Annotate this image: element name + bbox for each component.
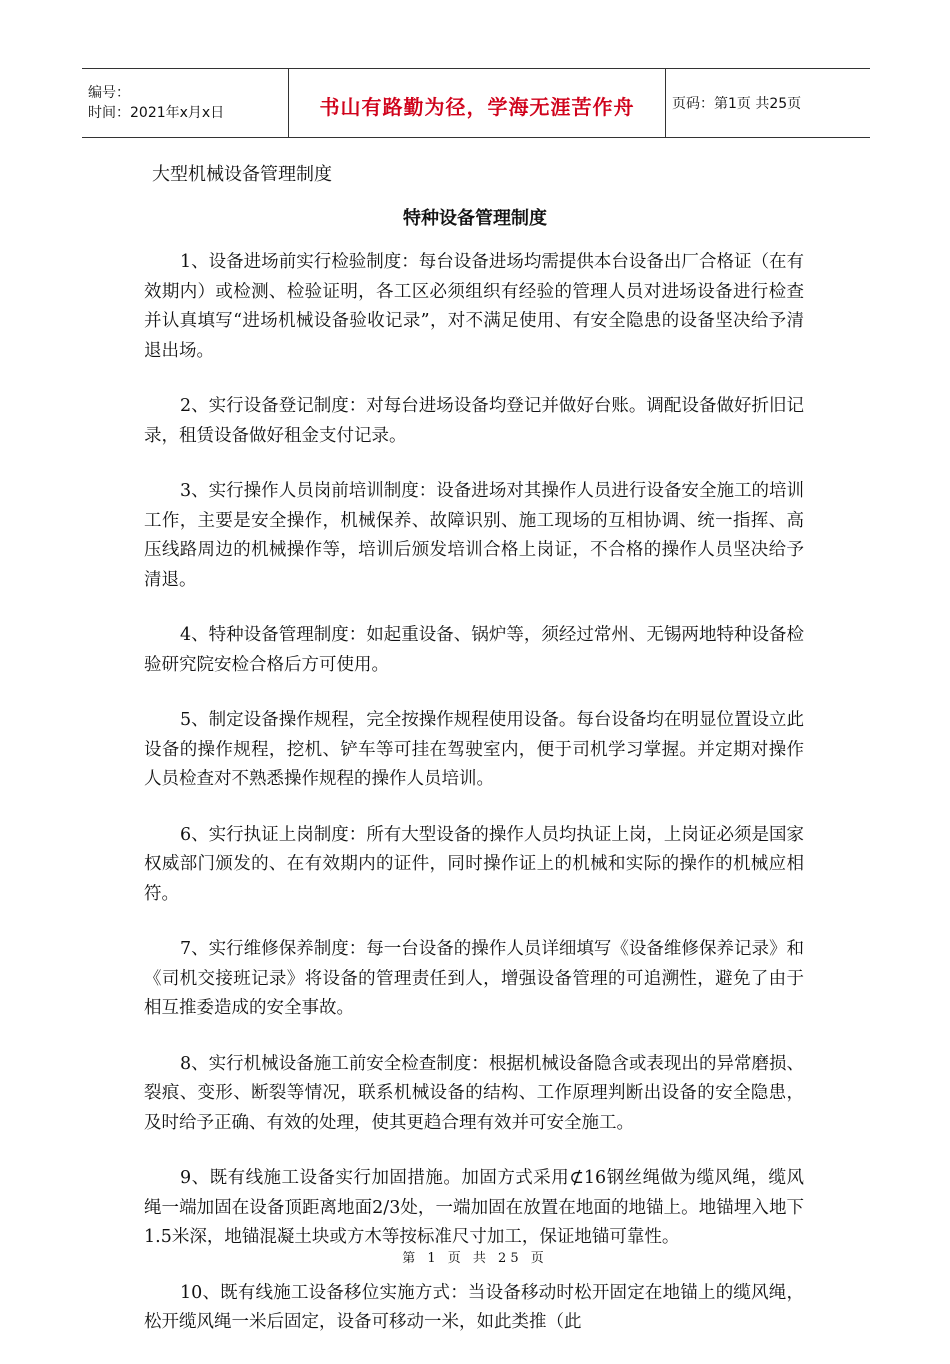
paragraph: 7、实行维修保养制度：每一台设备的操作人员详细填写《设备维修保养记录》和《司机交接班记录》将设备的管理责任到人，增强设备管理的可追溯性，避免了由于相互推委造成的安全事故。 xyxy=(144,939,804,1018)
number-label: 编号： xyxy=(88,85,130,101)
header-page-cell xyxy=(666,69,870,137)
header-table xyxy=(82,68,870,138)
paragraph: 3、实行操作人员岗前培训制度：设备进场对其操作人员进行设备安全施工的培训工作，主要是安全操作，机械保养、故障识别、施工现场的互相协调、统一指挥、高压线路周边的机械操作等，培训后颁发培训合格上岗证，不合格的操作人员坚决给予清退。 xyxy=(144,481,804,590)
paragraph: 10、既有线施工设备移位实施方式：当设备移动时松开固定在地锚上的缆风绳，松开缆风绳一米后固定，设备可移动一米，如此类推（此 xyxy=(144,1282,804,1332)
page-footer: 第 1 页 共 25 页 xyxy=(402,1251,548,1266)
paragraph: 1、设备进场前实行检验制度：每台设备进场均需提供本台设备出厂合格证（在有效期内）或检测、检验证明，各工区必须组织有经验的管理人员对进场设备进行检查并认真填写“进场机械设备验收记录”，对不满足使用、有安全隐患的设备坚决给予清退出场。 xyxy=(144,252,804,361)
paragraph: 5、制定设备操作规程，完全按操作规程使用设备。每台设备均在明显位置设立此设备的操作规程，挖机、铲车等可挂在驾驶室内，便于司机学习掌握。并定期对操作人员检查对不熟悉操作规程的操作人员培训。 xyxy=(144,710,804,789)
header-page-label: 页码：第1页 共25页 xyxy=(672,96,802,112)
document-body xyxy=(144,248,804,1364)
section-title: 特种设备管理制度 xyxy=(403,208,547,229)
motto-text: 书山有路勤为径，学海无涯苦作舟 xyxy=(319,94,635,119)
date-label: 时间：2021年x月x日 xyxy=(88,105,225,121)
paragraph: 2、实行设备登记制度：对每台进场设备均登记并做好台账。调配设备做好折旧记录，租赁设备做好租金支付记录。 xyxy=(144,396,804,446)
paragraph: 6、实行执证上岗制度：所有大型设备的操作人员均执证上岗，上岗证必须是国家权威部门颁发的、在有效期内的证件，同时操作证上的机械和实际的操作的机械应相符。 xyxy=(144,824,804,904)
paragraph: 9、既有线施工设备实行加固措施。加固方式采用⊄16钢丝绳做为缆风绳，缆风绳一端加固在设备顶距离地面2/3处，一端加固在放置在地面的地锚上。地锚埋入地下1.5米深，地锚混凝土块或方木等按标准尺寸加工，保证地锚可靠性。 xyxy=(144,1168,804,1247)
document-title: 大型机械设备管理制度 xyxy=(152,164,332,185)
paragraph: 4、特种设备管理制度：如起重设备、锅炉等，须经过常州、无锡两地特种设备检验研究院安检合格后方可使用。 xyxy=(144,625,804,675)
header-motto-cell xyxy=(289,69,666,137)
header-meta-cell xyxy=(82,69,289,137)
paragraph: 8、实行机械设备施工前安全检查制度：根据机械设备隐含或表现出的异常磨损、裂痕、变形、断裂等情况，联系机械设备的结构、工作原理判断出设备的安全隐患，及时给予正确、有效的处理，使其更趋合理有效并可安全施工。 xyxy=(144,1053,804,1133)
